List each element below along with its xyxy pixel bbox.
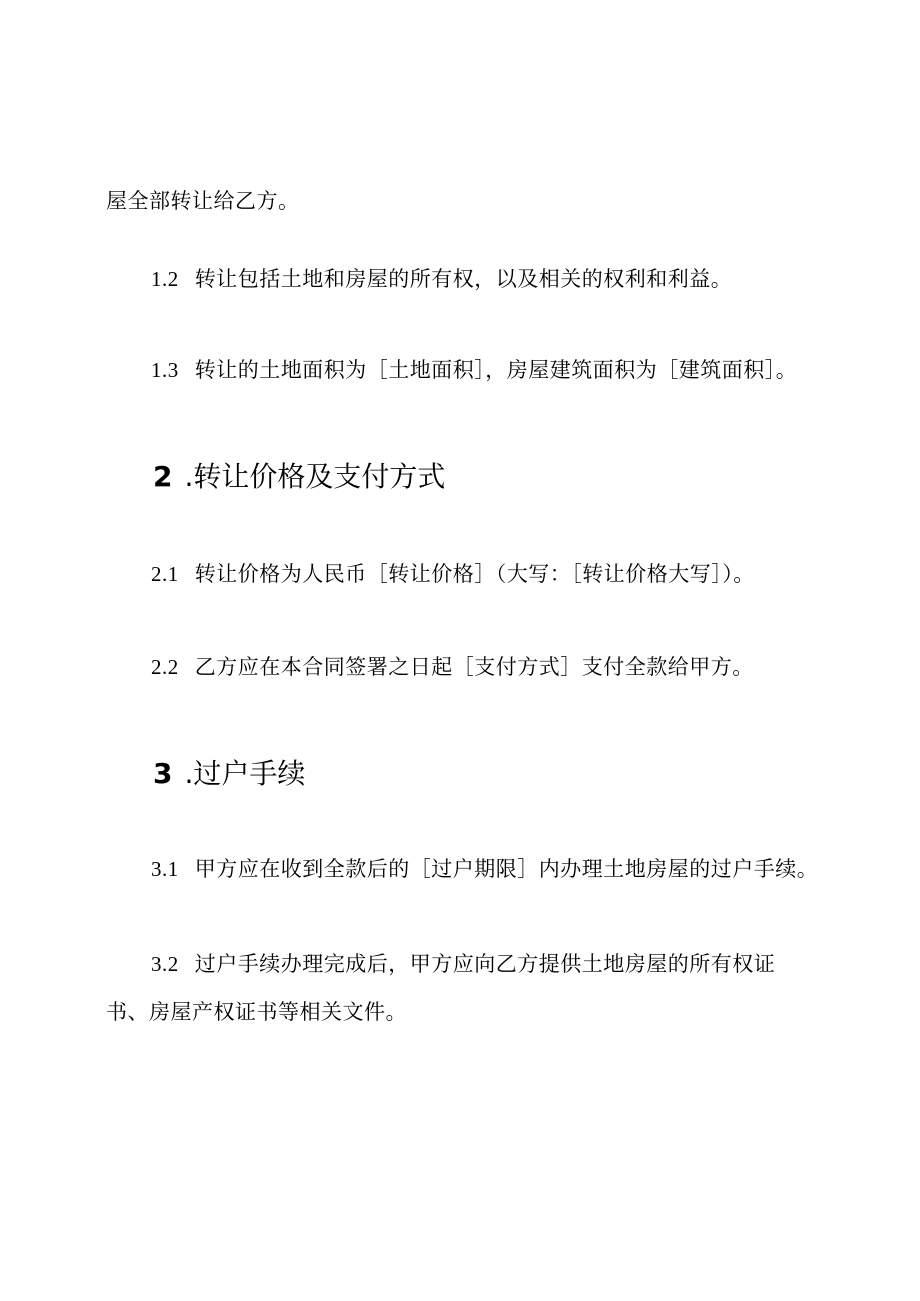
paragraph-2-2 [151,652,754,682]
paragraph-text: 书、房屋产权证书等相关文件。 [106,1000,407,1024]
section-number: 3 [153,757,173,790]
section-heading-3 [153,756,305,792]
paragraph-text: 转让的土地面积为［土地面积］，房屋建筑面积为［建筑面积］。 [194,358,798,382]
paragraph-text: 转让价格为人民币［转让价格］（大写：［转让价格大写］）。 [194,562,755,586]
section-title: .转让价格及支付方式 [184,460,446,493]
section-heading-2 [153,459,445,495]
paragraph-1-3 [151,355,797,385]
paragraph-1-2 [151,264,732,294]
clause-number: 3.1 [151,857,179,881]
paragraph-1-1-continuation [106,186,300,216]
clause-number: 2.1 [151,562,179,586]
clause-number: 3.2 [151,952,179,976]
paragraph-3-2 [151,949,775,979]
paragraph-text: 乙方应在本合同签署之日起［支付方式］支付全款给甲方。 [194,655,754,679]
section-title: .过户手续 [184,757,306,790]
paragraph-text: 过户手续办理完成后，甲方应向乙方提供土地房屋的所有权证 [194,952,776,976]
clause-number: 1.3 [151,358,179,382]
paragraph-text: 屋全部转让给乙方。 [106,189,300,213]
clause-number: 1.2 [151,267,179,291]
paragraph-2-1 [151,559,755,589]
paragraph-text: 转让包括土地和房屋的所有权，以及相关的权利和利益。 [194,267,733,291]
paragraph-text: 甲方应在收到全款后的［过户期限］内办理土地房屋的过户手续。 [194,857,819,881]
section-number: 2 [153,460,173,493]
clause-number: 2.2 [151,655,179,679]
paragraph-3-2-continuation [106,997,407,1027]
paragraph-3-1 [151,854,818,884]
